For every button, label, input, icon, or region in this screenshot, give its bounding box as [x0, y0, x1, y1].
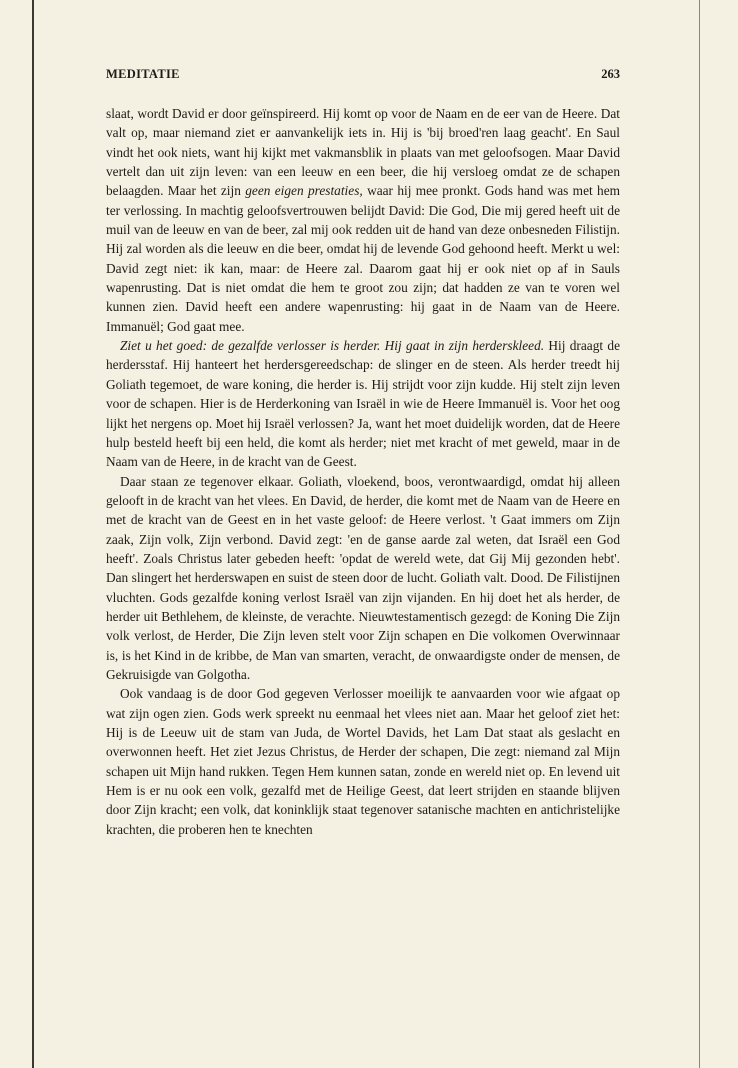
meditation-body-text: [106, 104, 620, 839]
running-header: [106, 67, 620, 85]
paragraph: [106, 472, 620, 685]
text-run: Ook vandaag is de door God gegeven Verlosser moeilijk te aanvaarden voor wie afgaat op wat zijn ogen zien. Gods werk spreekt nu eenmaal het vlees niet aan. Maar het geloof ziet het: Hij is de Leeuw uit de stam van Juda, de Wortel Davids, het Lam Dat staat als geslacht en overwonnen heeft. Het ziet Jezus Christus, de Herder der schapen, Die zegt: niemand zal Mijn schapen uit Mijn hand rukken. Tegen Hem kunnen satan, zonde en wereld niet op. En levend uit Hem is er nu ook een volk, gezalfd met de Heilige Geest, dat leert strijden en staande blijven door Zijn kracht; een volk, dat koninklijk staat tegenover satanische machten en antichristelijke krachten, die proberen hen te knechten: [106, 686, 620, 837]
page-number: 263: [601, 67, 620, 81]
text-run: Hij draagt de herdersstaf. Hij hanteert het herdersgereedschap: de slinger en de steen. Als herder treedt hij Goliath tegemoet, de ware koning, die herder is. Hij strijdt voor zijn kudde. Hij stelt zijn leven voor de schapen. Hier is de Herderkoning van Israël in wie de Heere Immanuël is. Voor het oog lijkt het nergens op. Moet hij Israël verlossen? Ja, want het moet duidelijk worden, dat de Heere hulp besteld heeft bij een held, die komt als herder; niet met kracht of met geweld, maar in de Naam van de Heere, in de kracht van de Geest.: [106, 338, 620, 470]
scan-edge-left: [32, 0, 34, 1068]
paragraph: [106, 684, 620, 839]
italic-text-run: Ziet u het goed: de gezalfde verlosser is herder. Hij gaat in zijn herderskleed.: [120, 338, 545, 354]
text-run: slaat, wordt David er door geïnspireerd. Hij komt op voor de Naam en de eer van de Heere. Dat valt op, maar niemand ziet er aanvankelijk iets in. Hij is 'bij broed'ren laag geacht'. En Saul vindt het ook niets, want hij kijkt met vakmansblik in plaats van met geloofsogen. Maar David vertelt dan uit zijn leven: van een leeuw en een beer, die hij versloeg omdat ze de schapen belaagden. Maar het zijn: [106, 106, 620, 199]
section-title: MEDITATIE: [106, 67, 180, 81]
paragraph: [106, 104, 620, 336]
text-run: Daar staan ze tegenover elkaar. Goliath, vloekend, boos, verontwaardigd, omdat hij alleen gelooft in de kracht van het vlees. En David, de herder, die komt met de Naam van de Heere en met de kracht van de Geest en in het vaste geloof: de Heere verlost. 't Gaat immers om Zijn zaak, Zijn volk, Zijn verbond. David zegt: 'en de ganse aarde zal weten, dat Israël een God heeft'. Zoals Christus later gebeden heeft: 'opdat de wereld wete, dat Gij Mij gezonden hebt'. Dan slingert het herderswapen en suist de steen door de lucht. Goliath valt. Dood. De Filistijnen vluchten. Gods gezalfde koning verlost Israël van zijn vijanden. En hij doet het als herder, de herder uit Bethlehem, de kleinste, de verachte. Nieuwtestamentisch gezegd: de Koning Die Zijn volk verlost, de Herder, Die Zijn leven stelt voor Zijn schapen en Die volkomen Overwinnaar is, is het Kind in de kribbe, de Man van smarten, veracht, de onwaardigste onder de mensen, de Gekruisigde van Golgotha.: [106, 473, 620, 682]
text-run: waar hij mee pronkt. Gods hand was met hem ter verlossing. In machtig geloofsvertrouwen belijdt David: Die God, Die mij gered heeft uit de muil van de leeuw en van de beer, zal mij ook redden uit de hand van deze onbesneden Filistijn. Hij zal worden als die leeuw en die beer, omdat hij de levende God gehoond heeft. Merkt u wel: David zegt niet: ik kan, maar: de Heere zal. Daarom gaat hij er ook niet op af in Sauls wapenrusting. Dat is niet omdat die hem te groot zou zijn; dat hadden ze van te voren wel kunnen zien. David heeft een andere wapenrusting: hij gaat in de Naam van de Heere. Immanuël; God gaat mee.: [106, 183, 621, 334]
italic-text-run: geen eigen prestaties,: [245, 183, 363, 199]
paragraph: [106, 336, 620, 471]
scan-edge-right: [699, 0, 700, 1068]
